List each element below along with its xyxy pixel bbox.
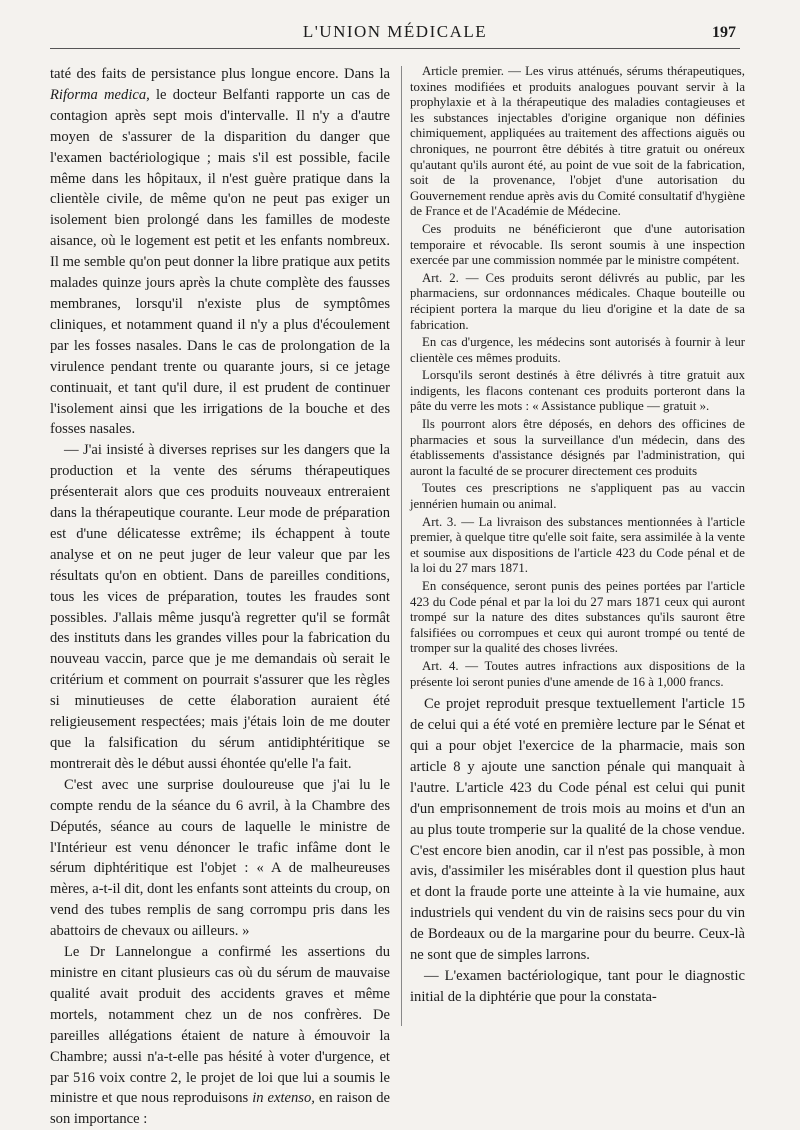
- page-header: [50, 22, 740, 48]
- commentary-paragraph: Ce projet reproduit presque textuellement l'article 15 de celui qui a été voté en première lecture par le Sénat et qui a pour objet l'exercice de la pharmacie, mais son article 8 y ajoute une sanction pénale qui manquait à l'autre. L'article 423 du Code pénal est celui qui punit d'un emprisonnement de trois mois au moins et d'un an au plus toute tromperie sur la qualité de la chose vendue. C'est encore bien anodin, car il n'est pas possible, à mon avis, d'assimiler les misérables dont il question plus haut et dont la fraude porte une atteinte à la vie humaine, aux industriels qui vendent du vin de raisins secs pour du vin de Bordeaux ou de la margarine pour du beurre. Ceux-là ne sont que de simples larrons.: [410, 696, 745, 964]
- law-article: Art. 4. — Toutes autres infractions aux dispositions de la présente loi seront punies d'une amende de 16 à 1,000 francs.: [410, 658, 745, 689]
- law-text: [410, 64, 745, 690]
- header-rule: [50, 48, 740, 49]
- law-article: En cas d'urgence, les médecins sont autorisés à fournir à leur clientèle ces mêmes produits.: [410, 335, 745, 365]
- law-article: Ces produits ne bénéficieront que d'une autorisation temporaire et révocable. Ils seront soumis à une inspection exercée par une commission nommée par le ministre compétent.: [410, 221, 745, 268]
- left-column: [50, 64, 390, 1130]
- page-number: 197: [712, 24, 736, 41]
- journal-title: Riforma medica,: [50, 86, 150, 103]
- commentary-paragraph: — L'examen bactériologique, tant pour le diagnostic initial de la diphtérie que pour la constata-: [410, 967, 745, 1005]
- law-article: En conséquence, seront punis des peines portées par l'article 423 du Code pénal et par la loi du 27 mars 1871 ceux qui auront trompé sur la nature des dites substances qu'ils sauront être falsifiées ou corrompues et ceux qui auront trompé ou tenté de tromper sur la qualité des choses livrées.: [410, 579, 745, 656]
- law-article: Art. 2. — Ces produits seront délivrés au public, par les pharmaciens, sur ordonnances médicales. Chaque bouteille ou récipient portera la marque du lieu d'origine et la date de sa fabrication.: [410, 270, 745, 332]
- paragraph-continuation: taté des faits de persistance plus longue encore. Dans la Riforma medica, le docteur Belfanti rapporte un cas de contagion après sept mois d'intervalle. Il n'y a d'autre moyen de s'assurer de la disparition du danger que l'examen bactériologique ; mais s'il est possible, facile même dans les hôpitaux, il n'est guère pratique dans la clientèle civile, de même qu'on ne peut pas exiger un isolement bien prolongé dans les familles de modeste aisance, où le logement est petit et les enfants nombreux. Il me semble qu'on peut donner la libre pratique aux petits malades quinze jours après la chute complète des fausses membranes, lorsqu'il n'existe plus de symptômes cliniques, et notamment quand il n'y a plus d'écoulement par les fosses nasales. Dans le cas de prolongation de la virulence pendant trente ou quarante jours, si ce jetage continuait, et tant qu'il dure, il est prudent de continuer l'isolement ainsi que les irrigations de la bouche et des fosses nasales.: [50, 66, 390, 438]
- law-article: Lorsqu'ils seront destinés à être délivrés à titre gratuit aux indigents, les flacons contenant ces produits porteront dans la pâte du verre les mots : « Assistance publique — gratuit ».: [410, 368, 745, 414]
- paragraph-serums: — J'ai insisté à diverses reprises sur les dangers que la production et la vente des sérums thérapeutiques présenterait alors que ces produits nouveaux entreraient dans la thérapeutique courante. Leur mode de préparation est d'une délicatesse extrême; ils échappent à toute analyse et on ne peut juger de leur valeur que par les résultats qu'on en obtient. Dans de pareilles conditions, tous les vices de préparation, toutes les fraudes sont possibles. J'allais même jusqu'à regretter qu'il se formât des instituts dans les grandes villes pour la fabrication du nouveau vaccin, parce que je me demandais où serait le critérium et comment on pourrait s'assurer que les règles si minutieuses de cette élaboration auraient été religieusement respectées; mais j'étais loin de me douter que la falsification du sérum antidiphtéritique se montrerait dès le début aussi éhontée qu'elle l'a fait.: [50, 442, 390, 772]
- law-article: Art. 3. — La livraison des substances mentionnées à l'article premier, à quelque titre qu'elle soit faite, sera assimilée à la vente et soumise aux dispositions de l'article 423 du Code pénal et de la loi du 27 mars 1871.: [410, 514, 745, 576]
- law-article: Article premier. — Les virus atténués, sérums thérapeutiques, toxines modifiées et produits analogues pouvant servir à la prophylaxie et à la thérapeutique des maladies contagieuses et les substances injectables d'origine organique non définies chimiquement, appliquées au traitement des affections aiguës ou chroniques, ne pourront être débités à titre gratuit ou onéreux qu'autant qu'ils auront été, au point de vue soit de la fabrication, soit de la provenance, l'objet d'une autorisation du Gouvernement rendue après avis du Comité consultatif d'hygiène de France et de l'Académie de Médecine.: [410, 64, 745, 219]
- law-article: Ils pourront alors être déposés, en dehors des officines de pharmacies et sous la surveillance d'un médecin, dans des établissements d'assistance désignés par l'administration, qui auront la faculté de se procurer directement ces produits: [410, 417, 745, 478]
- commentary: [410, 694, 745, 1008]
- right-column: [410, 64, 745, 1008]
- running-title: L'UNION MÉDICALE: [302, 22, 488, 41]
- column-divider: [401, 66, 402, 1026]
- law-article: Toutes ces prescriptions ne s'appliquent pas au vaccin jennérien humain ou animal.: [410, 481, 745, 512]
- italic-in-extenso: in extenso,: [252, 1090, 315, 1107]
- paragraph-chamber-session: C'est avec une surprise douloureuse que j'ai lu le compte rendu de la séance du 6 avril, à la Chambre des Députés, séance au cours de laquelle le ministre de l'Intérieur est venu dénoncer le trafic infâme dont le sérum diphtéritique est l'objet : « A de malheureuses mères, a-t-il dit, dont les enfants sont atteints du croup, on vend des tubes remplis de sang corrompu pris dans les abattoirs de chevaux ou ailleurs. »: [50, 776, 390, 940]
- paragraph-lannelongue: Le Dr Lannelongue a confirmé les assertions du ministre en citant plusieurs cas où du sérum de mauvaise qualité avait produit des accidents graves et même mortels, notamment chez un de nos confrères. De pareilles allégations étaient de nature à émouvoir la Chambre; aussi n'a-t-elle pas hésité à voter d'urgence, et par 516 voix contre 2, le projet de loi que lui a soumis le ministre et que nous reproduisons in extenso, en raison de son importance :: [50, 944, 390, 1128]
